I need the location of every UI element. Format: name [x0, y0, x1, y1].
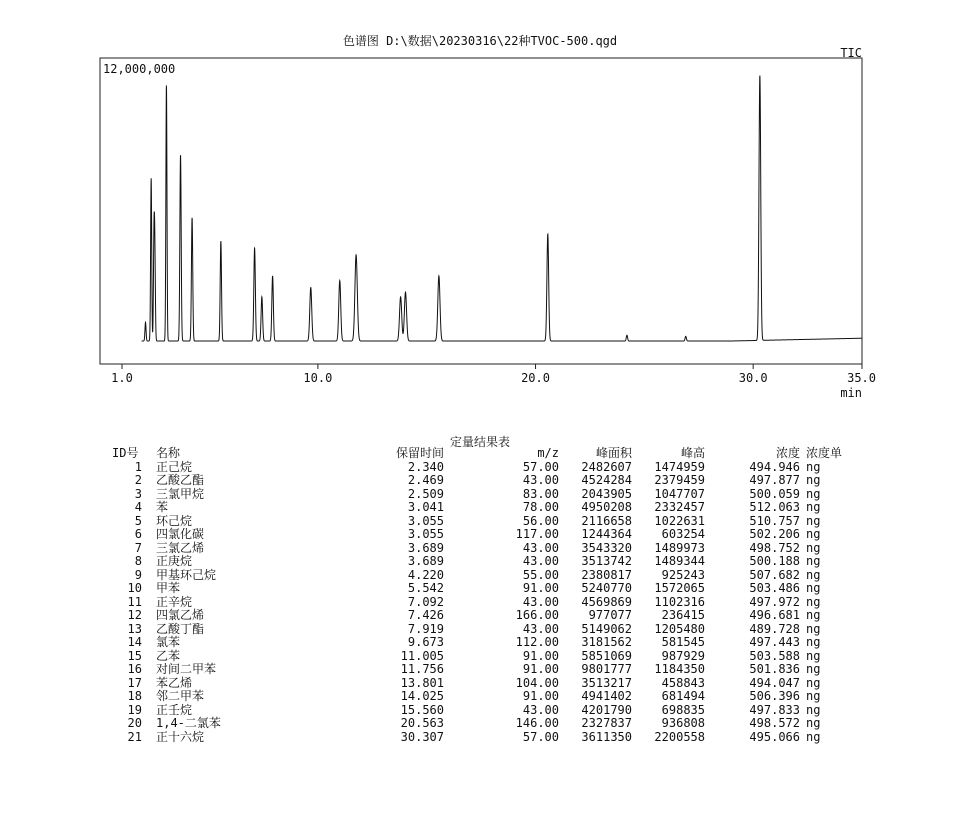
table-row [112, 474, 856, 488]
cell-retention-time: 11.005 [400, 648, 444, 663]
table-row [112, 717, 856, 731]
x-unit-label: min [840, 386, 862, 400]
cell-peak-area: 5240770 [581, 581, 632, 595]
cell-peak-height: 2200558 [654, 729, 705, 744]
cell-peak-height: 1489344 [654, 554, 705, 568]
cell-concentration-unit: ng [806, 594, 821, 609]
cell-concentration-unit: ng [806, 567, 821, 582]
header-peak-height: 峰高 [680, 446, 705, 460]
table-row [112, 515, 856, 529]
cell-concentration: 497.877 [749, 473, 800, 487]
cell-concentration: 501.836 [749, 662, 800, 676]
header-peak-area: 峰面积 [595, 446, 632, 460]
table-row [112, 528, 856, 542]
table-row [112, 609, 856, 623]
cell-retention-time: 20.563 [400, 716, 444, 730]
cell-mz: 83.00 [522, 486, 559, 501]
table-row [112, 488, 856, 502]
header-concentration-unit: 浓度单 [806, 446, 843, 460]
cell-peak-area: 4941402 [581, 689, 632, 703]
cell-id: 16 [127, 662, 142, 676]
x-tick-label: 1.0 [111, 371, 133, 385]
cell-retention-time: 3.689 [407, 540, 444, 555]
cell-peak-area: 2380817 [581, 567, 632, 582]
table-row [112, 636, 856, 650]
cell-concentration: 495.066 [749, 729, 800, 744]
cell-peak-area: 4950208 [581, 500, 632, 514]
cell-id: 4 [134, 500, 142, 514]
cell-id: 12 [127, 608, 142, 622]
cell-retention-time: 7.919 [407, 621, 444, 636]
table-row [112, 690, 856, 704]
cell-mz: 78.00 [522, 500, 559, 514]
cell-mz: 57.00 [522, 729, 559, 744]
cell-peak-area: 4569869 [581, 594, 632, 609]
cell-concentration: 510.757 [749, 513, 800, 528]
cell-concentration-unit: ng [806, 581, 821, 595]
cell-retention-time: 14.025 [400, 689, 444, 703]
table-row [112, 731, 856, 745]
cell-peak-area: 2482607 [581, 459, 632, 474]
tic-trace [142, 76, 862, 341]
cell-name: 正十六烷 [156, 729, 205, 744]
cell-name: 甲苯 [156, 581, 181, 595]
cell-mz: 112.00 [515, 635, 559, 649]
table-row [112, 461, 856, 475]
cell-concentration: 512.063 [749, 500, 800, 514]
cell-concentration: 503.588 [749, 648, 800, 663]
cell-peak-height: 698835 [661, 702, 705, 717]
cell-retention-time: 2.469 [407, 473, 444, 487]
cell-id: 5 [134, 513, 142, 528]
cell-concentration: 500.188 [749, 554, 800, 568]
cell-concentration-unit: ng [806, 473, 821, 487]
cell-retention-time: 2.340 [407, 459, 444, 474]
cell-concentration: 496.681 [749, 608, 800, 622]
cell-retention-time: 30.307 [400, 729, 444, 744]
cell-peak-height: 1205480 [654, 621, 705, 636]
cell-mz: 117.00 [515, 527, 559, 541]
cell-peak-height: 681494 [661, 689, 705, 703]
cell-peak-height: 603254 [661, 527, 705, 541]
cell-peak-area: 5851069 [581, 648, 632, 663]
cell-concentration: 506.396 [749, 689, 800, 703]
cell-mz: 146.00 [515, 716, 559, 730]
cell-id: 17 [127, 675, 142, 690]
cell-retention-time: 11.756 [400, 662, 444, 676]
cell-concentration-unit: ng [806, 608, 821, 622]
cell-peak-height: 936808 [661, 716, 705, 730]
table-title: 定量结果表 [449, 435, 510, 449]
cell-name: 苯 [156, 500, 169, 514]
cell-peak-height: 1022631 [654, 513, 705, 528]
cell-retention-time: 7.426 [407, 608, 444, 622]
cell-name: 乙苯 [156, 648, 181, 663]
cell-peak-area: 5149062 [581, 621, 632, 636]
cell-id: 20 [127, 716, 142, 730]
cell-id: 18 [127, 689, 142, 703]
cell-concentration-unit: ng [806, 540, 821, 555]
cell-retention-time: 4.220 [407, 567, 444, 582]
cell-id: 10 [127, 581, 142, 595]
cell-mz: 91.00 [522, 648, 559, 663]
plot-frame [100, 58, 862, 364]
cell-concentration-unit: ng [806, 554, 821, 568]
table-header-row [112, 447, 856, 461]
cell-concentration: 497.972 [749, 594, 800, 609]
cell-mz: 43.00 [522, 473, 559, 487]
cell-mz: 91.00 [522, 689, 559, 703]
cell-peak-area: 3513742 [581, 554, 632, 568]
cell-id: 15 [127, 648, 142, 663]
cell-concentration: 498.752 [749, 540, 800, 555]
cell-retention-time: 3.055 [407, 513, 444, 528]
cell-peak-area: 4524284 [581, 473, 632, 487]
table-row [112, 623, 856, 637]
cell-name: 三氯乙烯 [156, 540, 205, 555]
cell-concentration-unit: ng [806, 500, 821, 514]
cell-peak-area: 1244364 [581, 527, 632, 541]
cell-concentration-unit: ng [806, 729, 821, 744]
table-row [112, 569, 856, 583]
cell-name: 正壬烷 [156, 702, 193, 717]
cell-concentration: 507.682 [749, 567, 800, 582]
header-id: ID号 [112, 446, 139, 460]
cell-id: 6 [134, 527, 142, 541]
cell-concentration: 494.946 [749, 459, 800, 474]
cell-peak-height: 458843 [661, 675, 705, 690]
cell-concentration: 489.728 [749, 621, 800, 636]
cell-concentration-unit: ng [806, 621, 821, 636]
series-label: TIC [840, 46, 862, 60]
cell-peak-height: 1102316 [654, 594, 705, 609]
x-axis [111, 364, 876, 385]
cell-peak-height: 2379459 [654, 473, 705, 487]
cell-peak-height: 1184350 [654, 662, 705, 676]
cell-mz: 104.00 [515, 675, 559, 690]
cell-retention-time: 15.560 [400, 702, 444, 717]
cell-peak-area: 2327837 [581, 716, 632, 730]
cell-concentration-unit: ng [806, 459, 821, 474]
y-max-label: 12,000,000 [103, 62, 176, 76]
cell-concentration-unit: ng [806, 513, 821, 528]
cell-concentration-unit: ng [806, 635, 821, 649]
table-row [112, 582, 856, 596]
cell-concentration: 500.059 [749, 486, 800, 501]
cell-retention-time: 3.689 [407, 554, 444, 568]
cell-id: 7 [134, 540, 142, 555]
cell-mz: 56.00 [522, 513, 559, 528]
x-tick-label: 35.0 [847, 371, 876, 385]
cell-concentration-unit: ng [806, 675, 821, 690]
cell-mz: 57.00 [522, 459, 559, 474]
cell-retention-time: 5.542 [407, 581, 444, 595]
cell-concentration: 498.572 [749, 716, 800, 730]
cell-id: 19 [127, 702, 142, 717]
cell-name: 甲基环己烷 [156, 567, 217, 582]
cell-concentration-unit: ng [806, 702, 821, 717]
cell-name: 邻二甲苯 [156, 689, 205, 703]
header-name: 名称 [156, 446, 181, 460]
table-row [112, 542, 856, 556]
cell-id: 1 [134, 459, 142, 474]
cell-peak-area: 2116658 [581, 513, 632, 528]
cell-peak-height: 1047707 [654, 486, 705, 501]
cell-name: 对间二甲苯 [156, 662, 217, 676]
cell-name: 环己烷 [156, 513, 193, 528]
chromatogram-chart [0, 0, 960, 410]
cell-peak-height: 1489973 [654, 540, 705, 555]
cell-name: 正辛烷 [156, 594, 193, 609]
cell-name: 1,4-二氯苯 [156, 716, 221, 730]
cell-retention-time: 2.509 [407, 486, 444, 501]
x-tick-label: 10.0 [303, 371, 333, 385]
cell-id: 14 [127, 635, 142, 649]
cell-concentration-unit: ng [806, 662, 821, 676]
cell-peak-area: 9801777 [581, 662, 632, 676]
cell-peak-height: 1572065 [654, 581, 705, 595]
cell-id: 11 [127, 594, 142, 609]
cell-mz: 43.00 [522, 554, 559, 568]
cell-id: 21 [127, 729, 142, 744]
cell-name: 四氯乙烯 [156, 608, 205, 622]
table-row [112, 704, 856, 718]
table-row [112, 677, 856, 691]
cell-id: 2 [134, 473, 142, 487]
cell-name: 三氯甲烷 [156, 486, 205, 501]
cell-mz: 91.00 [522, 662, 559, 676]
cell-mz: 55.00 [522, 567, 559, 582]
cell-peak-area: 4201790 [581, 702, 632, 717]
cell-name: 氯苯 [156, 635, 181, 649]
chart-title: 色谱图 D:\数据\20230316\22种TVOC-500.qgd [342, 34, 618, 48]
cell-mz: 91.00 [522, 581, 559, 595]
cell-concentration: 497.833 [749, 702, 800, 717]
cell-peak-area: 3181562 [581, 635, 632, 649]
header-retention-time: 保留时间 [395, 446, 444, 460]
cell-concentration: 502.206 [749, 527, 800, 541]
cell-name: 乙酸丁酯 [156, 621, 205, 636]
cell-peak-height: 2332457 [654, 500, 705, 514]
cell-id: 8 [134, 554, 142, 568]
table-row [112, 555, 856, 569]
table-row [112, 596, 856, 610]
cell-peak-height: 925243 [661, 567, 705, 582]
cell-concentration-unit: ng [806, 527, 821, 541]
cell-concentration: 494.047 [749, 675, 800, 690]
cell-id: 3 [134, 486, 142, 501]
cell-peak-area: 977077 [588, 608, 632, 622]
cell-peak-area: 3543320 [581, 540, 632, 555]
cell-mz: 43.00 [522, 702, 559, 717]
table-row [112, 663, 856, 677]
cell-mz: 43.00 [522, 621, 559, 636]
cell-name: 苯乙烯 [156, 675, 193, 690]
cell-concentration-unit: ng [806, 689, 821, 703]
cell-peak-area: 2043905 [581, 486, 632, 501]
header-concentration: 浓度 [775, 446, 800, 460]
cell-name: 四氯化碳 [156, 527, 205, 541]
cell-retention-time: 3.041 [407, 500, 444, 514]
cell-peak-height: 987929 [661, 648, 705, 663]
cell-name: 乙酸乙酯 [156, 473, 205, 487]
table-row [112, 501, 856, 515]
cell-retention-time: 7.092 [407, 594, 444, 609]
x-tick-label: 20.0 [521, 371, 550, 385]
cell-peak-area: 3513217 [581, 675, 632, 690]
table-row [112, 650, 856, 664]
cell-mz: 43.00 [522, 594, 559, 609]
cell-peak-area: 3611350 [581, 729, 632, 744]
x-tick-label: 30.0 [738, 371, 768, 385]
cell-peak-height: 1474959 [654, 459, 705, 474]
cell-id: 9 [134, 567, 142, 582]
cell-retention-time: 13.801 [400, 675, 444, 690]
cell-peak-height: 581545 [661, 635, 705, 649]
cell-peak-height: 236415 [661, 608, 705, 622]
quantitation-results-table [112, 447, 856, 744]
cell-concentration-unit: ng [806, 716, 821, 730]
cell-concentration: 503.486 [749, 581, 800, 595]
cell-retention-time: 9.673 [407, 635, 444, 649]
cell-id: 13 [127, 621, 142, 636]
header-mz: m/z [537, 446, 559, 460]
cell-concentration: 497.443 [749, 635, 800, 649]
cell-mz: 43.00 [522, 540, 559, 555]
cell-concentration-unit: ng [806, 648, 821, 663]
cell-retention-time: 3.055 [407, 527, 444, 541]
cell-name: 正庚烷 [156, 554, 193, 568]
cell-mz: 166.00 [515, 608, 559, 622]
cell-concentration-unit: ng [806, 486, 821, 501]
cell-name: 正己烷 [156, 459, 193, 474]
